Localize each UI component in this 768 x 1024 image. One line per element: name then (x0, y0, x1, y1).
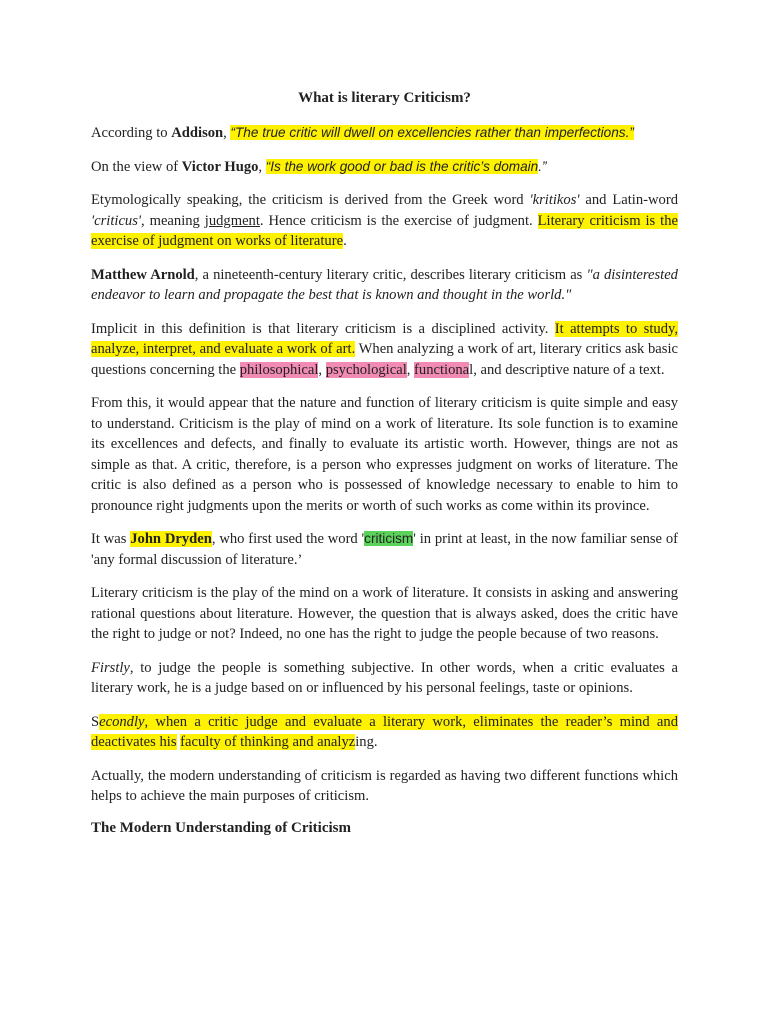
document-body (91, 90, 678, 837)
highlighted-sentence: It attempts to study, analyze, interpret, and evaluate a work of art. (91, 320, 679, 357)
text: , a nineteenth-century literary critic, describes literary criticism as (194, 266, 587, 283)
greek-word: 'kritikos' (529, 192, 580, 208)
text: , (258, 158, 266, 175)
latin-word: 'criticus' (91, 212, 142, 229)
arnold-paragraph (91, 265, 678, 306)
green-highlight: criticism (364, 531, 414, 546)
highlighted-sentence: , when a critic judge and evaluate a literary work, eliminates the reader’s mind and deactivates his (91, 713, 678, 750)
author-name: Addison (171, 125, 224, 141)
text: Etymologically speaking, the criticism is derived from the Greek word (91, 192, 530, 208)
text: When analyzing a work of art, literary critics ask basic questions concerning the (91, 341, 678, 378)
etymology-paragraph (91, 190, 678, 252)
underlined-word: judgment (204, 212, 260, 229)
text: , (223, 125, 231, 141)
text: ing. (355, 734, 378, 750)
firstly-label: Firstly (91, 659, 130, 676)
secondly-label: econdly (99, 713, 145, 730)
highlighted-quote: “The true critic will dwell on excellencies rather than imperfections.” (230, 125, 634, 140)
pink-highlight: functiona (414, 361, 470, 378)
author-name: Victor Hugo (181, 158, 259, 175)
text: S (91, 713, 100, 730)
text: Implicit in this definition is that literary criticism is a disciplined activity. (91, 320, 555, 337)
arnold-quote: "a disinterested endeavor to learn and propagate the best that is known and thought in the world." (91, 266, 678, 303)
text: and Latin-word (579, 192, 678, 208)
hugo-paragraph (91, 157, 678, 178)
author-name: John Dryden (130, 531, 212, 547)
firstly-paragraph (91, 658, 678, 699)
text: . (343, 233, 347, 249)
author-name: Matthew Arnold (91, 266, 195, 283)
secondly-paragraph (91, 712, 678, 753)
addison-paragraph (91, 123, 678, 144)
text: .” (538, 158, 547, 174)
text: , who first used the word ' (211, 531, 365, 547)
text: According to (91, 125, 172, 141)
play-of-mind-paragraph: Literary criticism is the play of the mind on a work of literature. It consists in asking and answering rational questions about literature. However, the question that is always asked, does the critic have the right to judge or not? Indeed, no one has the right to judge the people because of two reasons. (91, 585, 678, 642)
modern-functions-paragraph: Actually, the modern understanding of criticism is regarded as having two different functions which helps to achieve the main purposes of criticism. (91, 767, 678, 804)
highlighted-quote: “Is the work good or bad is the critic’s domain (265, 158, 539, 174)
highlighted-phrase: faculty of thinking and analyz (180, 734, 356, 750)
nature-function-paragraph: From this, it would appear that the nature and function of literary criticism is quite simple and easy to understand. Criticism is the play of mind on a work of literature. Its sole function is to examine its excellences and defects, and finally to evaluate its artistic worth. However, things are not as simple as that. A critic, therefore, is a person who expresses judgment on works of literature. The critic is also defined as a person who is possessed of knowledge necessary to enable to him to pronounce right judgments upon the merits or worth of such works as come within its province. (91, 395, 678, 514)
text: , (406, 361, 415, 378)
pink-highlight: philosophical (239, 361, 319, 378)
dryden-paragraph (91, 529, 678, 570)
pink-highlight: psychological (325, 361, 407, 378)
text: . Hence criticism is the exercise of judgment. (259, 212, 538, 229)
text: On the view of (91, 158, 182, 175)
text: , meaning (141, 212, 205, 229)
text: ' in print at least, in the now familiar sense of 'any formal discussion of literature.’ (91, 531, 678, 568)
highlighted-definition: Literary criticism is the exercise of judgment on works of literature (91, 212, 678, 249)
page-title: What is literary Criticism? (298, 90, 471, 106)
text: l, and descriptive nature of a text. (469, 361, 665, 378)
section-heading: The Modern Understanding of Criticism (91, 819, 351, 836)
text: , to judge the people is something subjective. In other words, when a critic evaluates a literary work, he is a judge based on or influenced by his personal feelings, taste or opinions. (91, 659, 678, 696)
text: It was (91, 531, 131, 547)
implicit-paragraph (91, 319, 678, 381)
text: , (318, 361, 326, 378)
